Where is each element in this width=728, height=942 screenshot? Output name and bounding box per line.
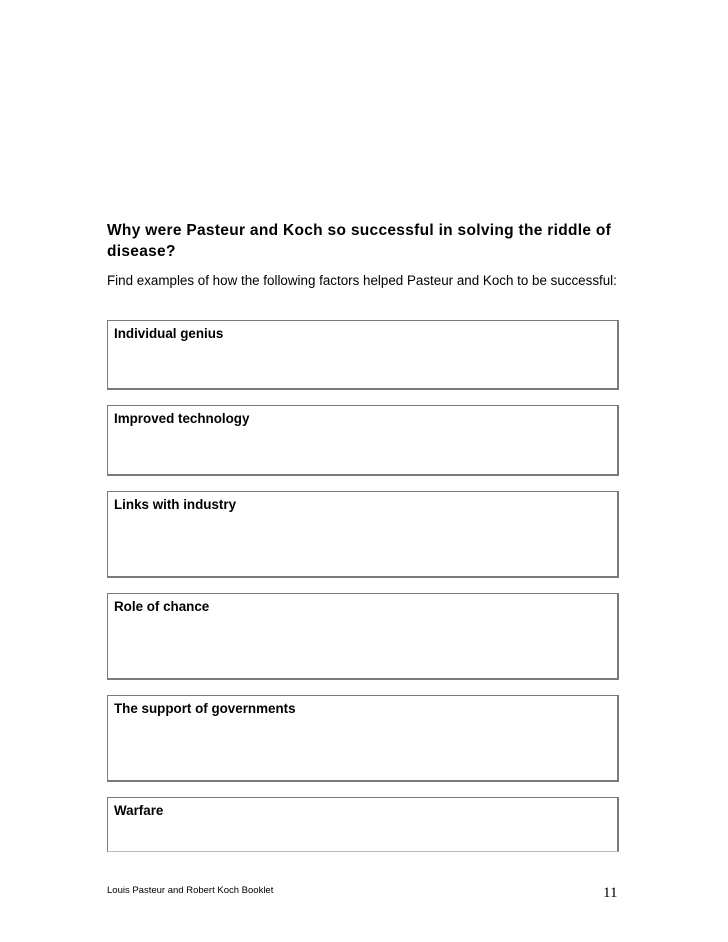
factor-label: Links with industry (114, 497, 237, 512)
answer-area[interactable] (114, 518, 611, 572)
factor-label: Individual genius (114, 326, 224, 341)
factor-box-support-of-governments (107, 695, 619, 782)
question-heading: Why were Pasteur and Koch so successful in solving the riddle of disease? (107, 222, 612, 260)
factor-label: Improved technology (114, 411, 250, 426)
answer-area[interactable] (114, 824, 611, 847)
footer-booklet-title: Louis Pasteur and Robert Koch Booklet (107, 885, 274, 896)
answer-area[interactable] (114, 620, 611, 674)
answer-area[interactable] (114, 722, 611, 776)
factor-box-warfare (107, 797, 619, 852)
factor-box-improved-technology (107, 405, 619, 476)
factor-label: Warfare (114, 803, 164, 818)
question-instruction: Find examples of how the following factors helped Pasteur and Koch to be successful: (107, 273, 617, 288)
factor-box-individual-genius (107, 320, 619, 390)
factor-label: The support of governments (114, 701, 296, 716)
factor-box-links-with-industry (107, 491, 619, 578)
factor-box-role-of-chance (107, 593, 619, 680)
factor-label: Role of chance (114, 599, 210, 614)
page-number: 11 (603, 885, 618, 901)
answer-area[interactable] (114, 347, 611, 384)
answer-area[interactable] (114, 432, 611, 470)
